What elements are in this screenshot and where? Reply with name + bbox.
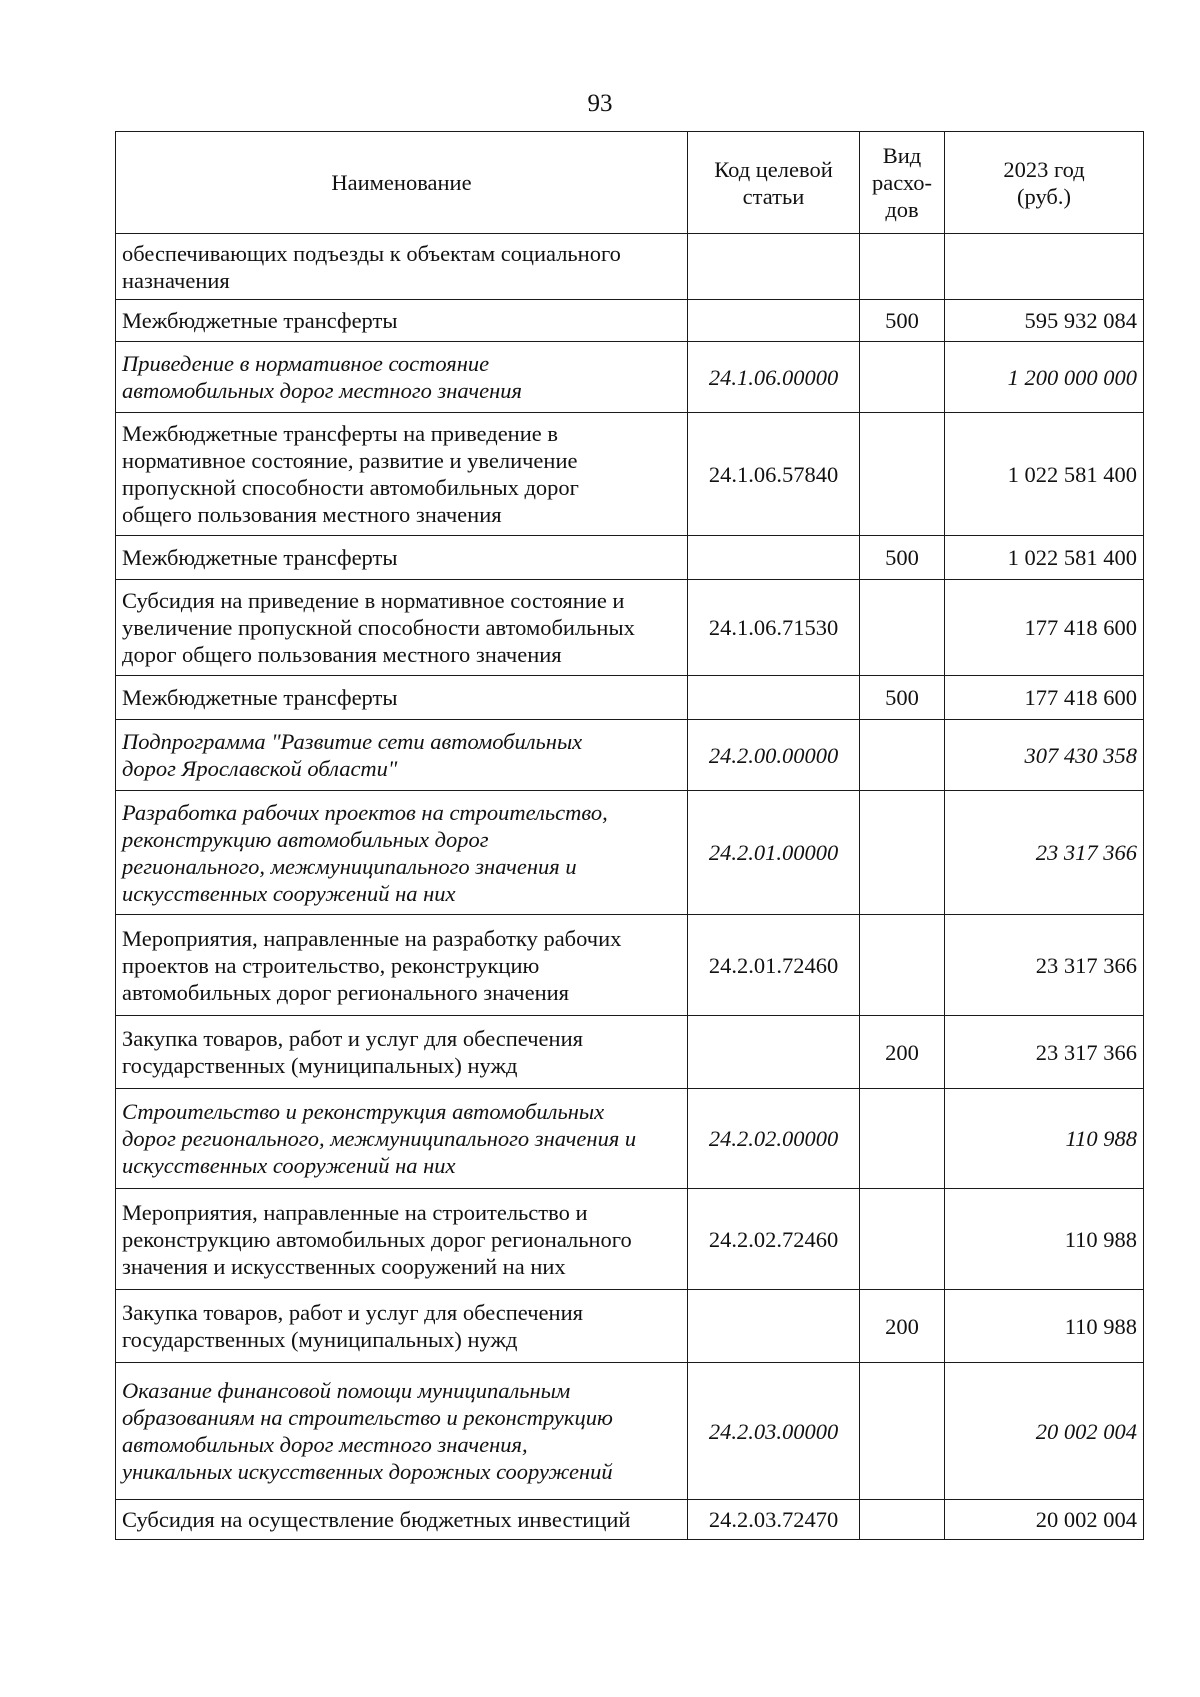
- row-kind-cell: [860, 1500, 945, 1540]
- column-header-kind-line: Вид: [882, 143, 922, 168]
- table-row: [116, 300, 1144, 342]
- row-kind-cell: 500: [860, 536, 945, 580]
- row-kind-cell: [860, 791, 945, 915]
- row-name-line: Мероприятия, направленные на разработку рабочих: [122, 925, 622, 951]
- row-sum-cell: 23 317 366: [945, 915, 1144, 1016]
- row-sum-cell: 307 430 358: [945, 720, 1144, 791]
- row-code-cell: [688, 300, 860, 342]
- column-header-sum: [945, 132, 1144, 234]
- row-kind-cell: [860, 234, 945, 300]
- row-code-cell: 24.1.06.00000: [688, 342, 860, 413]
- row-sum-cell: [945, 234, 1144, 300]
- row-name-line: искусственных сооружений на них: [122, 880, 456, 906]
- row-code-cell: [688, 1016, 860, 1089]
- column-header-sum-line: 2023 год: [1003, 156, 1085, 182]
- row-name-line: реконструкцию автомобильных дорог регионального: [122, 1226, 632, 1252]
- row-name-line: автомобильных дорог местного значения,: [122, 1432, 528, 1457]
- row-sum-cell: 1 022 581 400: [945, 413, 1144, 536]
- row-name-line: Межбюджетные трансферты: [122, 685, 398, 710]
- row-name-line: увеличение пропускной способности автомобильных: [122, 615, 635, 640]
- table-body: [116, 234, 1144, 1540]
- table-row: [116, 791, 1144, 915]
- page-number: 93: [587, 90, 613, 117]
- row-sum-cell: 110 988: [945, 1189, 1144, 1290]
- table-row: [116, 413, 1144, 536]
- row-sum-cell: 1 022 581 400: [945, 536, 1144, 580]
- table-row: [116, 1089, 1144, 1189]
- row-name-line: уникальных искусственных дорожных сооружений: [122, 1459, 613, 1484]
- row-name-cell: [116, 300, 688, 342]
- row-name-line: Субсидия на приведение в нормативное состояние и: [122, 588, 625, 613]
- row-code-cell: [688, 536, 860, 580]
- row-kind-cell: [860, 1089, 945, 1189]
- row-name-line: дорог Ярославской области": [122, 756, 398, 781]
- column-header-code-line: статьи: [742, 183, 805, 209]
- row-name-line: обеспечивающих подъезды к объектам социального: [122, 240, 621, 266]
- table-row: [116, 536, 1144, 580]
- row-name-cell: [116, 234, 688, 300]
- row-sum-cell: 23 317 366: [945, 791, 1144, 915]
- row-code-cell: 24.1.06.71530: [688, 580, 860, 676]
- row-kind-cell: 200: [860, 1290, 945, 1363]
- row-code-cell: 24.2.03.72470: [688, 1500, 860, 1540]
- row-name-cell: [116, 1089, 688, 1189]
- row-kind-cell: [860, 720, 945, 791]
- row-kind-cell: [860, 1189, 945, 1290]
- row-code-cell: 24.2.01.00000: [688, 791, 860, 915]
- row-kind-cell: [860, 342, 945, 413]
- row-name-line: Межбюджетные трансферты: [122, 545, 398, 570]
- row-sum-cell: 110 988: [945, 1089, 1144, 1189]
- row-sum-cell: 23 317 366: [945, 1016, 1144, 1089]
- row-name-line: Приведение в нормативное состояние: [122, 351, 490, 376]
- row-sum-cell: 595 932 084: [945, 300, 1144, 342]
- column-header-code: [688, 132, 860, 234]
- row-name-cell: [116, 1363, 688, 1500]
- row-code-cell: 24.2.00.00000: [688, 720, 860, 791]
- row-name-line: дорог общего пользования местного значения: [122, 642, 562, 667]
- row-name-line: назначения: [122, 267, 230, 293]
- row-code-cell: [688, 676, 860, 720]
- row-name-line: Субсидия на осуществление бюджетных инвестиций: [122, 1507, 631, 1532]
- column-header-sum-line: (руб.): [1017, 183, 1071, 209]
- row-kind-cell: [860, 915, 945, 1016]
- row-sum-cell: 20 002 004: [945, 1500, 1144, 1540]
- row-kind-cell: 500: [860, 676, 945, 720]
- row-sum-cell: 110 988: [945, 1290, 1144, 1363]
- table-row: [116, 676, 1144, 720]
- row-name-line: регионального, межмуниципального значения и: [122, 853, 577, 879]
- row-name-line: нормативное состояние, развитие и увеличение: [122, 448, 578, 473]
- row-kind-cell: [860, 413, 945, 536]
- row-name-cell: [116, 536, 688, 580]
- row-name-line: образованиям на строительство и реконструкцию: [122, 1405, 613, 1430]
- row-sum-cell: 20 002 004: [945, 1363, 1144, 1500]
- table-header-row: [116, 132, 1144, 234]
- row-name-line: Закупка товаров, работ и услуг для обеспечения: [122, 1026, 583, 1051]
- column-header-kind-line: расхо-: [871, 170, 933, 195]
- table-row: [116, 1189, 1144, 1290]
- row-name-line: Подпрограмма "Развитие сети автомобильных: [122, 729, 583, 754]
- row-sum-cell: 177 418 600: [945, 676, 1144, 720]
- row-name-cell: [116, 1290, 688, 1363]
- table-row: [116, 915, 1144, 1016]
- row-sum-cell: 177 418 600: [945, 580, 1144, 676]
- row-code-cell: 24.2.02.72460: [688, 1189, 860, 1290]
- row-name-cell: [116, 915, 688, 1016]
- row-name-line: общего пользования местного значения: [122, 502, 502, 527]
- row-name-cell: [116, 1500, 688, 1540]
- column-header-name: Наименование: [116, 132, 688, 234]
- row-name-line: реконструкцию автомобильных дорог: [122, 826, 489, 852]
- column-header-code-line: Код целевой: [714, 156, 833, 182]
- table-row: [116, 1363, 1144, 1500]
- row-name-line: значения и искусственных сооружений на них: [122, 1253, 566, 1279]
- table-row: [116, 720, 1144, 791]
- row-kind-cell: [860, 580, 945, 676]
- row-name-line: автомобильных дорог местного значения: [122, 378, 522, 403]
- row-name-cell: [116, 1016, 688, 1089]
- table-row: [116, 1016, 1144, 1089]
- row-name-cell: [116, 791, 688, 915]
- row-name-cell: [116, 413, 688, 536]
- row-name-line: Межбюджетные трансферты: [122, 308, 398, 333]
- row-code-cell: 24.2.03.00000: [688, 1363, 860, 1500]
- table-row: [116, 580, 1144, 676]
- row-name-line: проектов на строительство, реконструкцию: [122, 952, 540, 978]
- row-code-cell: 24.2.02.00000: [688, 1089, 860, 1189]
- row-name-cell: [116, 1189, 688, 1290]
- table-row: [116, 234, 1144, 300]
- row-name-cell: [116, 720, 688, 791]
- row-code-cell: [688, 1290, 860, 1363]
- row-name-line: Межбюджетные трансферты на приведение в: [122, 421, 559, 446]
- table-row: [116, 1500, 1144, 1540]
- row-name-line: Мероприятия, направленные на строительство и: [122, 1199, 588, 1225]
- budget-table: [115, 131, 1144, 1540]
- row-kind-cell: [860, 1363, 945, 1500]
- row-code-cell: 24.2.01.72460: [688, 915, 860, 1016]
- column-header-kind-line: дов: [885, 197, 919, 222]
- row-code-cell: 24.1.06.57840: [688, 413, 860, 536]
- row-name-line: автомобильных дорог регионального значения: [122, 979, 570, 1005]
- row-code-cell: [688, 234, 860, 300]
- row-sum-cell: 1 200 000 000: [945, 342, 1144, 413]
- row-name-line: Закупка товаров, работ и услуг для обеспечения: [122, 1300, 583, 1325]
- column-header-kind: [860, 132, 945, 234]
- row-name-cell: [116, 676, 688, 720]
- row-kind-cell: 500: [860, 300, 945, 342]
- table-row: [116, 1290, 1144, 1363]
- row-name-line: государственных (муниципальных) нужд: [122, 1053, 518, 1078]
- row-name-line: искусственных сооружений на них: [122, 1153, 456, 1178]
- row-name-line: Разработка рабочих проектов на строительство,: [122, 799, 608, 825]
- row-name-line: Оказание финансовой помощи муниципальным: [122, 1378, 571, 1403]
- row-name-line: дорог регионального, межмуниципального значения и: [122, 1126, 637, 1151]
- row-name-line: государственных (муниципальных) нужд: [122, 1327, 518, 1352]
- row-name-cell: [116, 342, 688, 413]
- table-row: [116, 342, 1144, 413]
- row-kind-cell: 200: [860, 1016, 945, 1089]
- row-name-cell: [116, 580, 688, 676]
- row-name-line: пропускной способности автомобильных дорог: [122, 475, 579, 500]
- row-name-line: Строительство и реконструкция автомобильных: [122, 1099, 605, 1124]
